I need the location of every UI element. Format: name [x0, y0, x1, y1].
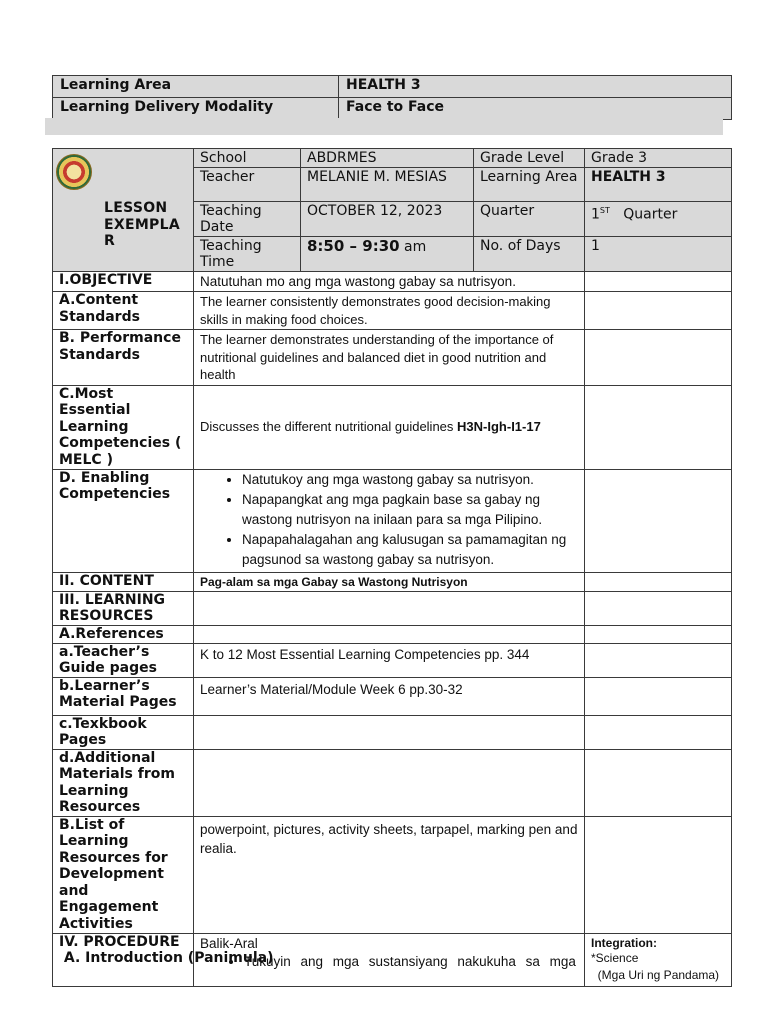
lesson-exemplar-table	[52, 148, 732, 987]
list-item: • Tukuyin ang mga sustansiyang nakukuha sa mga	[244, 952, 578, 972]
list-item: • Napapangkat ang mga pagkain base sa gabay ng wastong nutrisyon na inilaan para sa mga Pilipino.	[242, 490, 578, 530]
additional-materials-label: d.Additional Materials from Learning Resources	[53, 749, 194, 816]
quarter-value	[585, 202, 732, 237]
procedure-list	[200, 952, 578, 972]
resources-list-notes	[585, 816, 732, 933]
teacher-label: Teacher	[194, 168, 301, 202]
learning-area-info-table	[52, 75, 732, 120]
modality-label: Learning Delivery Modality	[53, 98, 339, 120]
content-standards-notes	[585, 292, 732, 330]
days-value: 1	[585, 237, 732, 272]
procedure-cell	[194, 933, 585, 986]
teachers-guide-label: a.Teacher’s Guide pages	[53, 643, 194, 677]
additional-materials-text	[194, 749, 585, 816]
integration-cell	[585, 933, 732, 986]
teaching-time-value	[301, 237, 474, 272]
melc-text: Discusses the different nutritional guidelines	[200, 419, 458, 435]
teacher-cell	[301, 168, 474, 202]
procedure-title: IV. PROCEDURE	[59, 933, 180, 950]
learning-area-label: Learning Area	[53, 76, 339, 98]
lesson-title-cell	[53, 149, 194, 272]
content-notes	[585, 572, 732, 591]
melc-label: C.Most Essential Learning Competencies ( MELC )	[53, 385, 194, 469]
introduction-title: A. Introduction (Panimula)	[59, 950, 274, 966]
separator-strip	[45, 118, 723, 135]
teachers-guide-notes	[585, 643, 732, 677]
quarter-word: Quarter	[623, 206, 678, 223]
melc-code: H3N-Igh-I1-17	[457, 419, 541, 435]
textbook-pages-notes	[585, 715, 732, 749]
integration-subject: *Science	[591, 950, 639, 965]
objective-notes	[585, 272, 732, 292]
teaching-date-value: OCTOBER 12, 2023	[301, 202, 474, 237]
quarter-label: Quarter	[474, 202, 585, 237]
grade-level-value: Grade 3	[585, 149, 732, 168]
learning-area-value-2: HEALTH 3	[585, 168, 732, 202]
learning-resources-label: III. LEARNING RESOURCES	[53, 591, 194, 625]
teaching-date-label: Teaching Date	[194, 202, 301, 237]
enabling-competencies-notes	[585, 469, 732, 572]
school-seal-icon	[56, 154, 92, 190]
textbook-pages-label: c.Texkbook Pages	[53, 715, 194, 749]
teaching-time-label: Teaching Time	[194, 237, 301, 272]
content-standards-text: The learner consistently demonstrates good decision-making skills in making food choices.	[194, 292, 585, 330]
learning-area-value: HEALTH 3	[339, 76, 732, 98]
list-item: • Napapahalagahan ang kalusugan sa pamamagitan ng pagsunod sa wastong gabay sa nutrisyon.	[242, 530, 578, 570]
list-item: • Natutukoy ang mga wastong gabay sa nutrisyon.	[242, 470, 578, 490]
school-label: School	[194, 149, 301, 168]
melc-cell	[194, 385, 585, 469]
lesson-title: LESSON EXEMPLA R	[104, 200, 180, 249]
learners-material-text: Learner’s Material/Module Week 6 pp.30-32	[194, 677, 585, 715]
quarter-number: 1	[591, 206, 600, 223]
grade-level-label: Grade Level	[474, 149, 585, 168]
enabling-competencies-label: D. Enabling Competencies	[53, 469, 194, 572]
textbook-pages-text	[194, 715, 585, 749]
objective-text: Natutuhan mo ang mga wastong gabay sa nutrisyon.	[194, 272, 585, 292]
days-label: No. of Days	[474, 237, 585, 272]
learners-material-notes	[585, 677, 732, 715]
resources-list-text: powerpoint, pictures, activity sheets, tarpapel, marking pen and realia.	[194, 816, 585, 933]
performance-standards-text: The learner demonstrates understanding of the importance of nutritional guidelines and balanced diet in good nutrition and health	[194, 330, 585, 386]
content-standards-label: A.Content Standards	[53, 292, 194, 330]
integration-title: Integration:	[591, 935, 657, 950]
teachers-guide-text: K to 12 Most Essential Learning Competencies pp. 344	[194, 643, 585, 677]
enabling-competencies-list	[200, 470, 578, 570]
enabling-competencies-cell	[194, 469, 585, 572]
learning-area-label-2: Learning Area	[474, 168, 585, 202]
school-value: ABDRMES	[301, 149, 474, 168]
objective-label: I.OBJECTIVE	[53, 272, 194, 292]
content-text: Pag-alam sa mga Gabay sa Wastong Nutrisyon	[194, 572, 585, 591]
learning-resources-text	[194, 591, 585, 625]
teaching-time-range: 8:50 – 9:30	[307, 237, 400, 255]
additional-materials-notes	[585, 749, 732, 816]
learning-resources-notes	[585, 591, 732, 625]
learners-material-label: b.Learner’s Material Pages	[53, 677, 194, 715]
content-label: II. CONTENT	[53, 572, 194, 591]
procedure-text: Balik-Aral	[200, 935, 258, 951]
performance-standards-label: B. Performance Standards	[53, 330, 194, 386]
integration-topic: (Mga Uri ng Pandama)	[591, 967, 720, 982]
melc-notes	[585, 385, 732, 469]
references-text	[194, 625, 585, 643]
references-notes	[585, 625, 732, 643]
teacher-value: MELANIE M. MESIAS	[307, 169, 447, 185]
references-label: A.References	[53, 625, 194, 643]
modality-value: Face to Face	[339, 98, 732, 120]
quarter-suffix: ST	[599, 206, 610, 215]
performance-standards-notes	[585, 330, 732, 386]
resources-list-label: B.List of Learning Resources for Development and Engagement Activities	[53, 816, 194, 933]
teaching-time-suffix: am	[399, 239, 427, 255]
